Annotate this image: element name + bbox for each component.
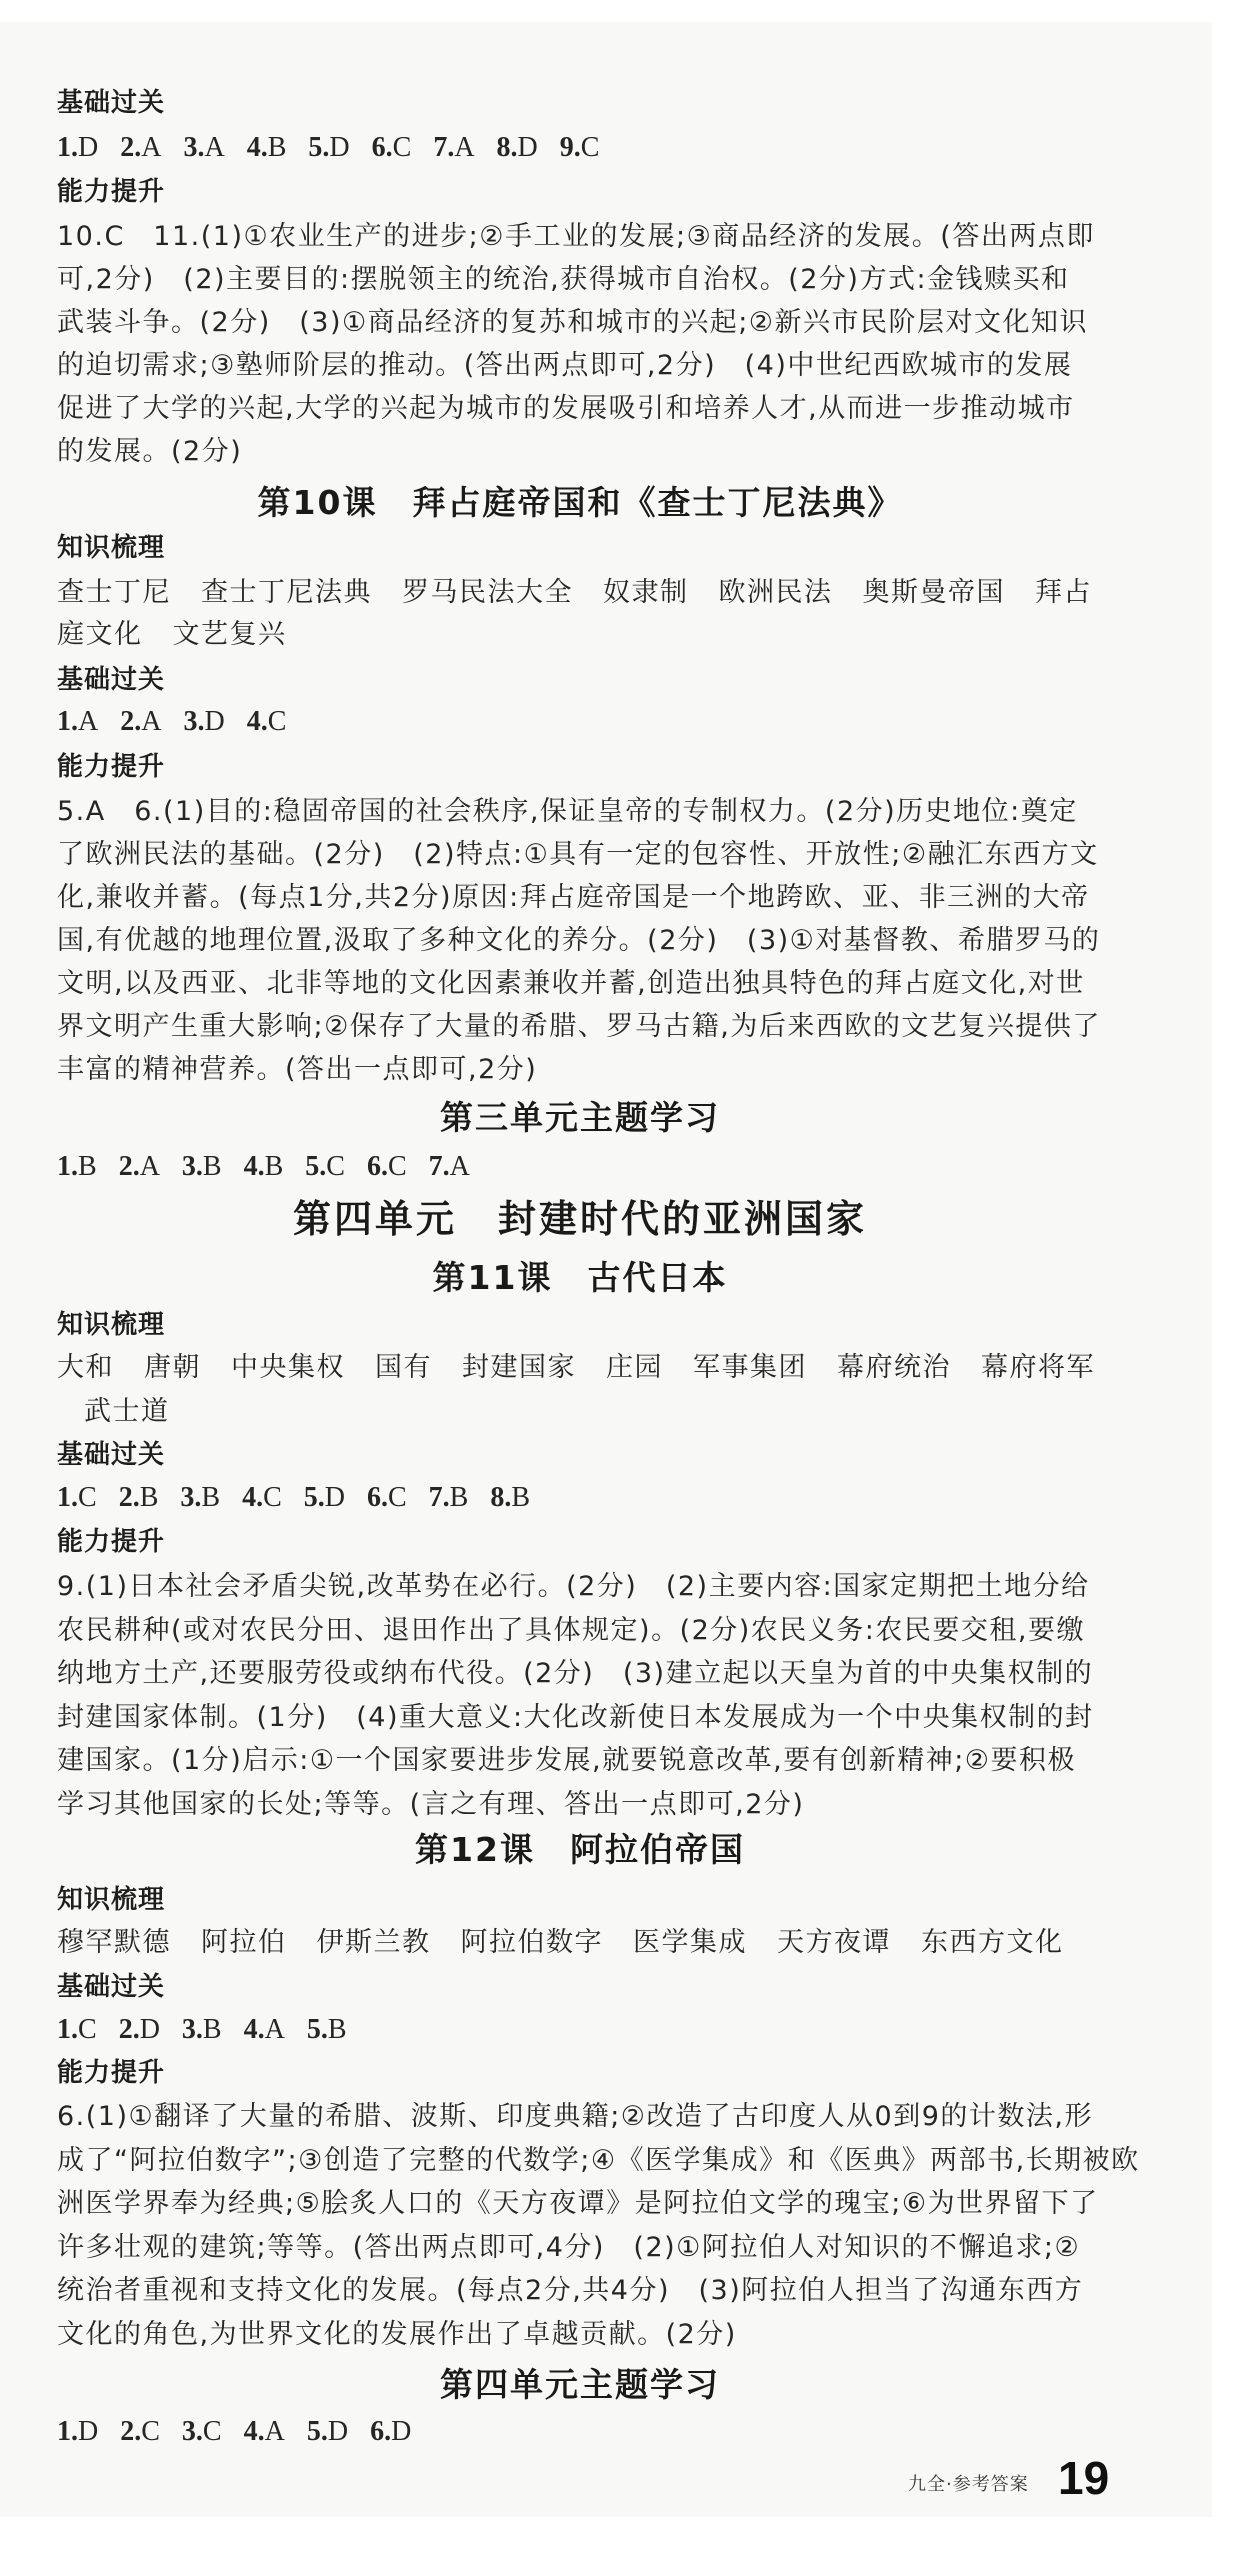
section-label-basic: 基础过关 [57,88,166,118]
answer-text-line: 了欧洲民法的基础。(2分) (2)特点:①具有一定的包容性、开放性;②融汇东西方文 [57,839,1099,870]
question-number: 7. [433,132,455,163]
answer-choice: B [202,2014,222,2045]
question-number: 7. [428,1151,450,1182]
unit-4-review-title: 第四单元主题学习 [440,2365,720,2404]
knowledge-term: 查士丁尼 [57,577,171,608]
answer-choice: A [264,2416,285,2447]
question-number: 6. [366,1482,388,1513]
knowledge-term: 伊斯兰教 [316,1927,431,1958]
answer-choice: C [387,1482,407,1513]
answer-text-line: 建国家。(1分)启示:①一个国家要进步发展,就要锐意改革,要有创新精神;②要积极 [57,1745,1077,1776]
answer-item [247,132,287,163]
answer-text-line: 国,有优越的地理位置,汲取了多种文化的养分。(2分) (3)①对基督教、希腊罗马的 [57,925,1101,956]
question-number: 2. [120,132,142,163]
answer-choice: D [327,2416,349,2447]
answer-text-line: 统治者重视和支持文化的发展。(每点2分,共4分) (3)阿拉伯人担当了沟通东西方 [57,2275,1084,2306]
answer-item [244,2416,285,2447]
answer-text-line: 许多壮观的建筑;等等。(答出两点即可,4分) (2)①阿拉伯人对知识的不懈追求;② [57,2231,1081,2263]
answer-choice: D [78,132,99,163]
answer-item [304,1482,345,1513]
answer-item [372,132,412,163]
answer-item [119,1482,159,1513]
question-number: 3. [183,706,205,737]
answer-item [242,1482,282,1513]
section-label-basic: 基础过关 [57,1972,166,2002]
question-number: 4. [243,2416,265,2447]
answer-item [57,2014,97,2045]
answer-item [180,1482,220,1513]
question-number: 7. [428,1482,450,1513]
answer-choice: B [511,1482,531,1513]
lesson-12-title: 第12课 阿拉伯帝国 [415,1830,745,1869]
answer-choice: C [202,2416,222,2447]
answer-item [305,1151,345,1182]
knowledge-term: 幕府将军 [981,1352,1095,1383]
knowledge-term: 奴隶制 [603,577,689,608]
answer-item [433,132,474,163]
question-number: 4. [243,1151,265,1182]
answer-choice: C [387,1151,407,1182]
page-number: 19 [1058,2452,1110,2504]
question-number: 5. [306,2416,328,2447]
section-label-basic: 基础过关 [57,665,166,695]
question-number: 2. [118,1482,140,1513]
question-number: 5. [303,1482,325,1513]
answer-text-line: 文化的角色,为世界文化的发展作出了卓越贡献。(2分) [57,2318,737,2350]
answer-text-line: 6.(1)①翻译了大量的希腊、波斯、印度典籍;②改造了古印度人从0到9的计数法,形 [57,2101,1093,2132]
answer-item [244,1151,284,1182]
question-number: 1. [57,2014,78,2045]
answer-choice: C [78,2014,97,2045]
answer-choice: B [202,1151,222,1182]
answer-choice: C [267,706,287,737]
knowledge-term: 奥斯曼帝国 [862,577,1005,608]
question-number: 3. [180,1482,202,1513]
question-number: 4. [246,706,268,737]
answer-choice: D [517,132,538,163]
answer-row [57,1147,492,1187]
answer-choice: C [580,132,600,163]
answer-row [57,702,308,742]
answer-text-line: 化,兼收并蓄。(每点1分,共2分)原因:拜占庭帝国是一个地跨欧、亚、非三洲的大帝 [57,882,1090,913]
knowledge-term: 中央集权 [231,1352,345,1383]
answer-item [370,2416,411,2447]
knowledge-terms [57,573,1117,613]
answer-choice: B [78,1151,97,1182]
answer-item [57,2416,98,2447]
answer-choice: B [267,132,287,163]
question-number: 9. [559,132,581,163]
knowledge-term: 封建国家 [462,1352,576,1383]
question-number: 3. [181,2014,203,2045]
answer-choice: D [204,706,225,737]
answer-text-line: 文明,以及西亚、北非等地的文化因素兼收并蓄,创造出独具特色的拜占庭文化,对世 [57,968,1085,999]
question-number: 1. [57,2416,78,2447]
question-number: 3. [181,2416,203,2447]
answer-choice: B [264,1151,284,1182]
answer-text-line: 可,2分) (2)主要目的:摆脱领主的统治,获得城市自治权。(2分)方式:金钱赎买和 [57,264,1070,295]
answer-choice: B [449,1482,469,1513]
answer-text-line: 封建国家体制。(1分) (4)重大意义:大化改新使日本发展成为一个中央集权制的封 [57,1701,1094,1733]
answer-text-line: 学习其他国家的长处;等等。(言之有理、答出一点即可,2分) [57,1788,805,1820]
knowledge-term: 武士道 [84,1396,170,1427]
answer-choice: B [139,1482,159,1513]
answer-item [429,1151,470,1182]
question-number: 1. [57,1151,78,1182]
question-number: 1. [57,132,78,163]
answer-choice: A [449,1151,470,1182]
knowledge-term: 阿拉伯数字 [460,1927,603,1958]
answer-item [307,2416,348,2447]
answer-text-line: 10.C 11.(1)①农业生产的进步;②手工业的发展;③商品经济的发展。(答出两点即 [57,221,1095,252]
answer-item [367,1482,407,1513]
answer-choice: A [204,132,225,163]
question-number: 5. [308,132,330,163]
answer-item [307,2014,347,2045]
answer-choice: D [391,2416,412,2447]
answer-item [183,132,224,163]
answer-item [120,706,161,737]
answer-item [367,1151,407,1182]
answer-choice: A [141,706,162,737]
answer-choice: A [139,1151,160,1182]
question-number: 3. [183,132,205,163]
answer-row [57,1478,552,1518]
unit-4-title: 第四单元 封建时代的亚洲国家 [292,1197,867,1241]
answer-text-line: 5.A 6.(1)目的:稳固帝国的社会秩序,保证皇帝的专制权力。(2分)历史地位:奠定 [57,796,1078,827]
answer-item [57,132,98,163]
knowledge-term: 大和 [57,1352,114,1383]
knowledge-term: 欧洲民法 [718,577,833,608]
knowledge-term: 拜占 [1035,577,1092,608]
answer-text-line: 丰富的精神营养。(答出一点即可,2分) [57,1054,538,1085]
answer-row [57,128,621,168]
question-number: 2. [120,2416,142,2447]
answer-text-line: 促进了大学的兴起,大学的兴起为城市的发展吸引和培养人才,从而进一步推动城市 [57,393,1075,424]
knowledge-term: 罗马民法大全 [402,577,573,608]
lesson-11-title: 第11课 古代日本 [432,1258,728,1297]
section-label-knowledge: 知识梳理 [57,533,166,563]
knowledge-term: 查士丁尼法典 [201,577,372,608]
answer-item [182,1151,222,1182]
knowledge-term: 庄园 [606,1352,663,1383]
answer-choice: B [201,1482,221,1513]
answer-row [57,2412,433,2452]
question-number: 4. [246,132,268,163]
answer-choice: A [454,132,475,163]
answer-text-line: 界文明产生重大影响;②保存了大量的希腊、罗马古籍,为后来西欧的文艺复兴提供了 [57,1011,1101,1042]
lesson-10-title: 第10课 拜占庭帝国和《查士丁尼法典》 [257,483,903,522]
answer-choice: C [326,1151,345,1182]
answer-text-line: 农民耕种(或对农民分田、退田作出了具体规定)。(2分)农民义务:农民要交租,要缴 [57,1614,1085,1646]
answer-choice: A [264,2014,285,2045]
answer-text-line: 洲医学界奉为经典;⑤脍炙人口的《天方夜谭》是阿拉伯文学的瑰宝;⑥为世界留下了 [57,2188,1099,2219]
answer-item [182,2416,222,2447]
question-number: 6. [366,1151,388,1182]
answer-text-line: 成了“阿拉伯数字”;③创造了完整的代数学;④《医学集成》和《医典》两部书,长期被欧 [57,2144,1140,2176]
answer-item [120,132,161,163]
section-label-advanced: 能力提升 [57,1527,166,1557]
knowledge-term: 唐朝 [144,1352,201,1383]
knowledge-term: 文艺复兴 [172,619,287,650]
knowledge-terms [57,1923,1117,1963]
answer-item [247,706,287,737]
question-number: 2. [120,706,142,737]
answer-item [182,2014,222,2045]
section-label-knowledge: 知识梳理 [57,1885,166,1915]
answer-choice: D [329,132,350,163]
unit-3-review-title: 第三单元主题学习 [440,1098,720,1137]
answer-choice: C [263,1482,282,1513]
knowledge-term: 天方夜谭 [777,1927,891,1958]
question-number: 4. [242,1482,264,1513]
answer-choice: D [324,1482,345,1513]
question-number: 1. [57,706,78,737]
knowledge-term: 医学集成 [633,1927,747,1958]
section-label-knowledge: 知识梳理 [57,1310,166,1340]
answer-text-line: 9.(1)日本社会矛盾尖锐,改革势在必行。(2分) (2)主要内容:国家定期把土地分给 [57,1571,1090,1602]
question-number: 2. [118,1151,140,1182]
answer-choice: B [327,2014,347,2045]
section-label-advanced: 能力提升 [57,752,166,782]
answer-row [57,2010,369,2050]
section-label-advanced: 能力提升 [57,177,166,207]
knowledge-term: 军事集团 [693,1352,807,1383]
question-number: 8. [496,132,518,163]
knowledge-terms [84,1392,1144,1432]
answer-text-line: 武装斗争。(2分) (3)①商品经济的复苏和城市的兴起;②新兴市民阶层对文化知识 [57,307,1088,338]
answer-item [119,2014,160,2045]
answer-item [308,132,349,163]
question-number: 5. [306,2014,328,2045]
knowledge-terms [57,615,1117,655]
answer-item [244,2014,285,2045]
section-label-advanced: 能力提升 [57,2058,166,2088]
question-number: 5. [305,1151,327,1182]
knowledge-term: 国有 [375,1352,432,1383]
answer-text-line: 纳地方土产,还要服劳役或纳布代役。(2分) (3)建立起以天皇为首的中央集权制的 [57,1658,1094,1689]
knowledge-term: 幕府统治 [837,1352,951,1383]
question-number: 6. [370,2416,392,2447]
answer-choice: A [78,706,99,737]
answer-choice: D [78,2416,99,2447]
answer-text-line: 的迫切需求;③塾师阶层的推动。(答出两点即可,2分) (4)中世纪西欧城市的发展 [57,350,1073,381]
answer-text-line: 的发展。(2分) [57,436,243,467]
knowledge-term: 穆罕默德 [57,1927,171,1958]
question-number: 8. [490,1482,512,1513]
answer-choice: C [392,132,412,163]
knowledge-terms [57,1348,1117,1388]
question-number: 6. [371,132,393,163]
answer-choice: D [139,2014,160,2045]
answer-item [560,132,600,163]
question-number: 4. [243,2014,265,2045]
question-number: 1. [57,1482,78,1513]
answer-item [429,1482,469,1513]
answer-item [57,706,98,737]
question-number: 3. [181,1151,203,1182]
knowledge-term: 庭文化 [57,619,143,650]
answer-choice: C [78,1482,97,1513]
knowledge-term: 阿拉伯 [201,1927,287,1958]
answer-item [497,132,538,163]
answer-item [57,1151,97,1182]
answer-choice: C [141,2416,160,2447]
answer-choice: A [141,132,162,163]
knowledge-term: 东西方文化 [921,1927,1064,1958]
answer-item [119,1151,160,1182]
answer-item [120,2416,160,2447]
answer-item [183,706,224,737]
question-number: 2. [118,2014,140,2045]
footer-label: 九全·参考答案 [908,2474,1029,2495]
answer-item [57,1482,97,1513]
answer-item [490,1482,530,1513]
section-label-basic: 基础过关 [57,1440,166,1470]
